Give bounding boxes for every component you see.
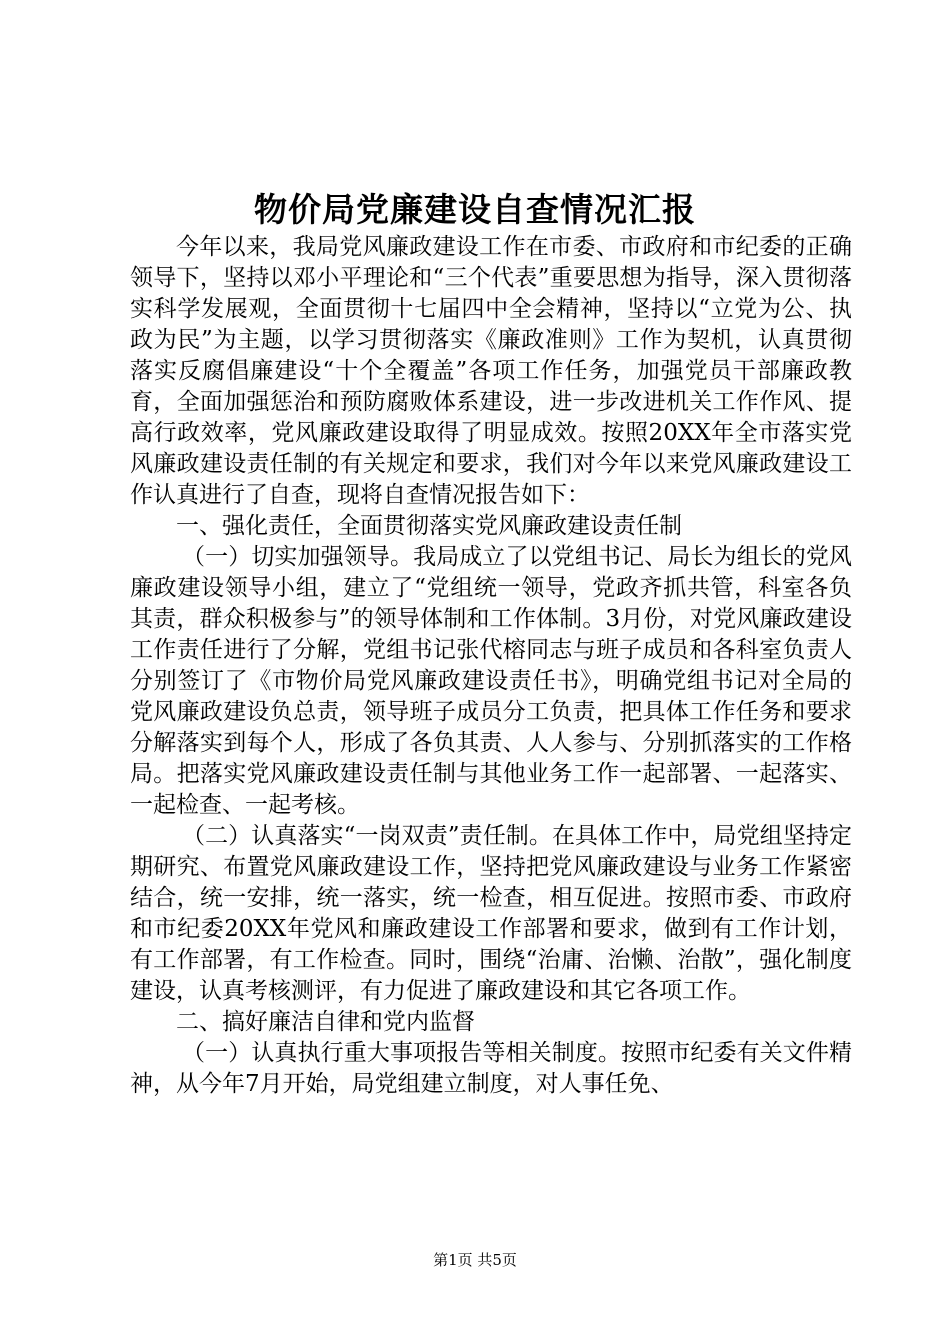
document-title: 物价局党廉建设自查情况汇报 [254, 190, 696, 229]
section-heading-2: 二、搞好廉洁自律和党内监督 [176, 1009, 475, 1035]
subsection-paragraph-1-2: （二）认真落实“一岗双责”责任制。在具体工作中，局党组坚持定期研究、布置党风廉政建设工作，坚持把党风廉政建设与业务工作紧密结合，统一安排，统一落实，统一检查，相互促进。按照市委、市政府和市纪委20XX年党风和廉政建设工作部署和要求，做到有工作计划，有工作部署，有工作检查。同时，围绕“治庸、治懒、治散”，强化制度建设，认真考核测评，有力促进了廉政建设和其它各项工作。 [130, 823, 852, 1004]
subsection-paragraph-1-1: （一）切实加强领导。我局成立了以党组书记、局长为组长的党风廉政建设领导小组，建立了“党组统一领导，党政齐抓共管，科室各负其责，群众积极参与”的领导体制和工作体制。3月份，对党风廉政建设工作责任进行了分解，党组书记张代榕同志与班子成员和各科室负责人分别签订了《市物价局党风廉政建设责任书》，明确党组书记对全局的党风廉政建设负总责，领导班子成员分工负责，把具体工作任务和要求分解落实到每个人，形成了各负其责、人人参与、分别抓落实的工作格局。把落实党风廉政建设责任制与其他业务工作一起部署、一起落实、一起检查、一起考核。 [130, 544, 852, 818]
section-heading-1: 一、强化责任，全面贯彻落实党风廉政建设责任制 [176, 513, 682, 539]
document-body [130, 232, 852, 1100]
intro-paragraph: 今年以来，我局党风廉政建设工作在市委、市政府和市纪委的正确领导下，坚持以邓小平理论和“三个代表”重要思想为指导，深入贯彻落实科学发展观，全面贯彻十七届四中全会精神，坚持以“立党为公、执政为民”为主题，以学习贯彻落实《廉政准则》工作为契机，认真贯彻落实反腐倡廉建设“十个全覆盖”各项工作任务，加强党员干部廉政教育，全面加强惩治和预防腐败体系建设，进一步改进机关工作作风、提高行政效率，党风廉政建设取得了明显成效。按照20XX年全市落实党风廉政建设责任制的有关规定和要求，我们对今年以来党风廉政建设工作认真进行了自查，现将自查情况报告如下： [130, 234, 852, 508]
subsection-paragraph-2-1: （一）认真执行重大事项报告等相关制度。按照市纪委有关文件精神，从今年7月开始，局党组建立制度，对人事任免、 [130, 1040, 852, 1097]
page-footer: 第1页 共5页 [433, 1251, 517, 1269]
